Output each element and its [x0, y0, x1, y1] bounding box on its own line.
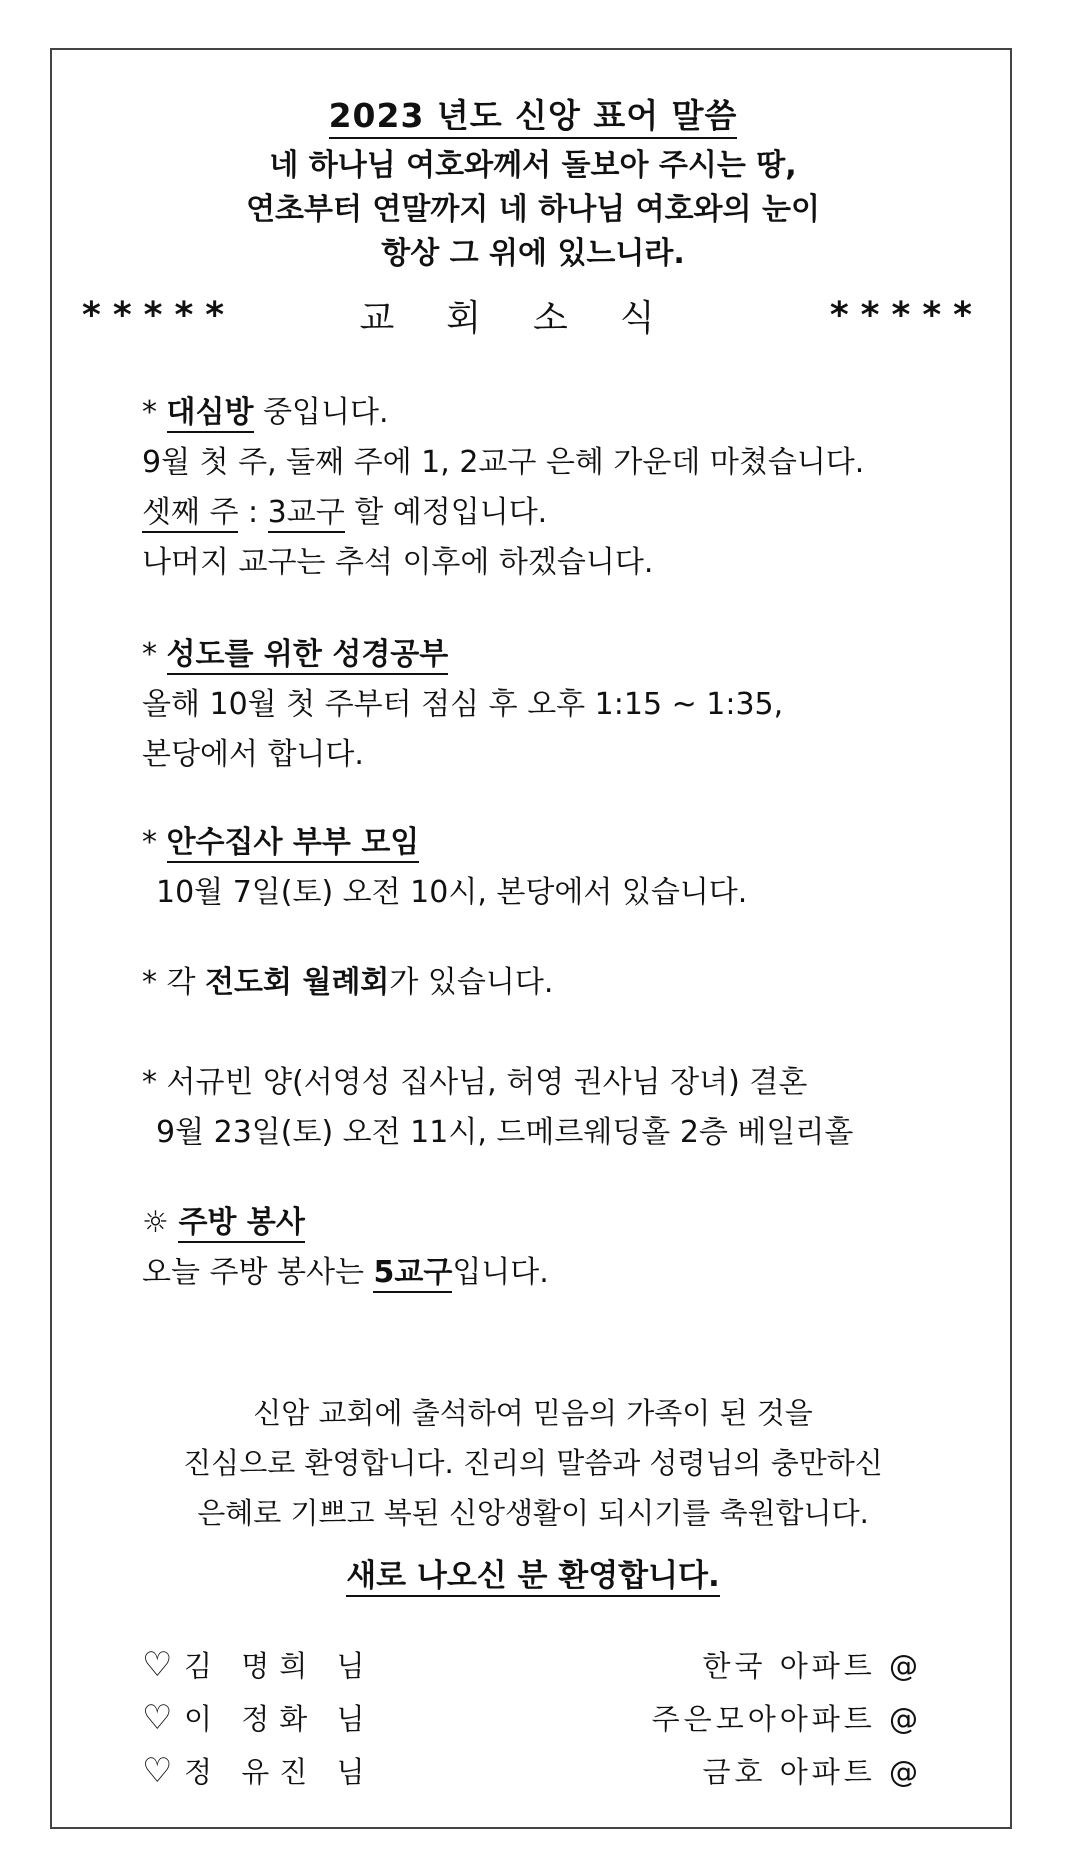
visitation-sep: :: [238, 495, 268, 530]
heart-icon: ♡: [142, 1697, 173, 1738]
mission-pre: 각: [166, 965, 206, 1000]
mission-bold: 전도회 월례회: [205, 965, 390, 1000]
welcome-heading-text: 새로 나오신 분 환영합니다.: [346, 1558, 720, 1597]
motto-verse: [52, 144, 1014, 276]
newcomer-name: 김 명희 님: [184, 1649, 375, 1683]
visitation-district: 3교구: [268, 495, 345, 533]
kitchen-head: 주방 봉사: [178, 1205, 304, 1243]
section-wedding: [142, 1058, 1002, 1158]
sun-icon: ☼: [142, 1205, 169, 1240]
bible-study-line: 올해 10월 첫 주부터 점심 후 오후 1:15 ~ 1:35,: [142, 687, 784, 722]
bullet: *: [142, 1065, 157, 1100]
title-text: 2023 년도 신앙 표어 말씀: [329, 96, 738, 139]
visitation-head: 대심방: [167, 395, 254, 433]
visitation-line: 나머지 교구는 추석 이후에 하겠습니다.: [142, 545, 654, 580]
banner-right-stars: *****: [829, 295, 984, 336]
welcome-line: 신암 교회에 출석하여 믿음의 가족이 된 것을: [253, 1396, 813, 1430]
banner-title: 교회소식: [359, 298, 707, 339]
verse-line: 네 하나님 여호와께서 돌보아 주시는 땅,: [269, 148, 797, 183]
newcomer-name: 정 유진 님: [184, 1755, 375, 1789]
news-banner: [52, 290, 1014, 341]
newcomer-address: 금호 아파트 @: [702, 1755, 922, 1789]
mission-rest: 가 있습니다.: [389, 965, 554, 1000]
deacon-meeting-line: 10월 7일(토) 오전 10시, 본당에서 있습니다.: [156, 875, 748, 910]
list-item: [142, 1691, 922, 1744]
newcomer-address: 주은모아아파트 @: [651, 1702, 922, 1736]
wedding-line: 9월 23일(토) 오전 11시, 드메르웨딩홀 2층 베일리홀: [156, 1115, 854, 1150]
verse-line: 연초부터 연말까지 네 하나님 여호와의 눈이: [246, 192, 820, 227]
bible-study-head: 성도를 위한 성경공부: [167, 637, 449, 675]
section-mission-meeting: [142, 958, 1002, 1008]
bulletin-frame: [50, 48, 1012, 1829]
verse-line: 항상 그 위에 있느니라.: [381, 236, 685, 271]
section-kitchen: [142, 1198, 1002, 1298]
kitchen-pre: 오늘 주방 봉사는: [142, 1255, 374, 1290]
welcome-line: 진심으로 환영합니다. 진리의 말씀과 성령님의 충만하신: [183, 1446, 883, 1480]
welcome-line: 은혜로 기쁘고 복된 신앙생활이 되시기를 축원합니다.: [197, 1496, 869, 1530]
bible-study-line: 본당에서 합니다.: [142, 737, 364, 772]
section-visitation: [142, 388, 1002, 588]
page-title: [52, 90, 1014, 137]
bullet: *: [142, 395, 157, 430]
newcomer-address: 한국 아파트 @: [702, 1649, 922, 1683]
deacon-meeting-head: 안수집사 부부 모임: [167, 825, 420, 863]
bullet: *: [142, 637, 157, 672]
newcomer-name: 이 정화 님: [184, 1702, 375, 1736]
wedding-line: 서규빈 양(서영성 집사님, 허영 권사님 장녀) 결혼: [166, 1065, 808, 1100]
list-item: [142, 1638, 922, 1691]
list-item: [142, 1744, 922, 1797]
bullet: *: [142, 965, 157, 1000]
banner-left-stars: *****: [82, 295, 237, 336]
bullet: *: [142, 825, 157, 860]
kitchen-district: 5교구: [373, 1255, 452, 1293]
visitation-rest: 할 예정입니다.: [344, 495, 548, 530]
heart-icon: ♡: [142, 1644, 173, 1685]
kitchen-rest: 입니다.: [452, 1255, 549, 1290]
newcomer-list: [142, 1638, 922, 1797]
visitation-week: 셋째 주: [142, 495, 238, 533]
heart-icon: ♡: [142, 1750, 173, 1791]
welcome-message: [52, 1388, 1014, 1538]
section-bible-study: [142, 630, 1002, 780]
visitation-head-rest: 중입니다.: [253, 395, 389, 430]
visitation-line: 9월 첫 주, 둘째 주에 1, 2교구 은혜 가운데 마쳤습니다.: [142, 445, 865, 480]
section-deacon-meeting: [142, 818, 1002, 918]
welcome-heading: [52, 1550, 1014, 1595]
